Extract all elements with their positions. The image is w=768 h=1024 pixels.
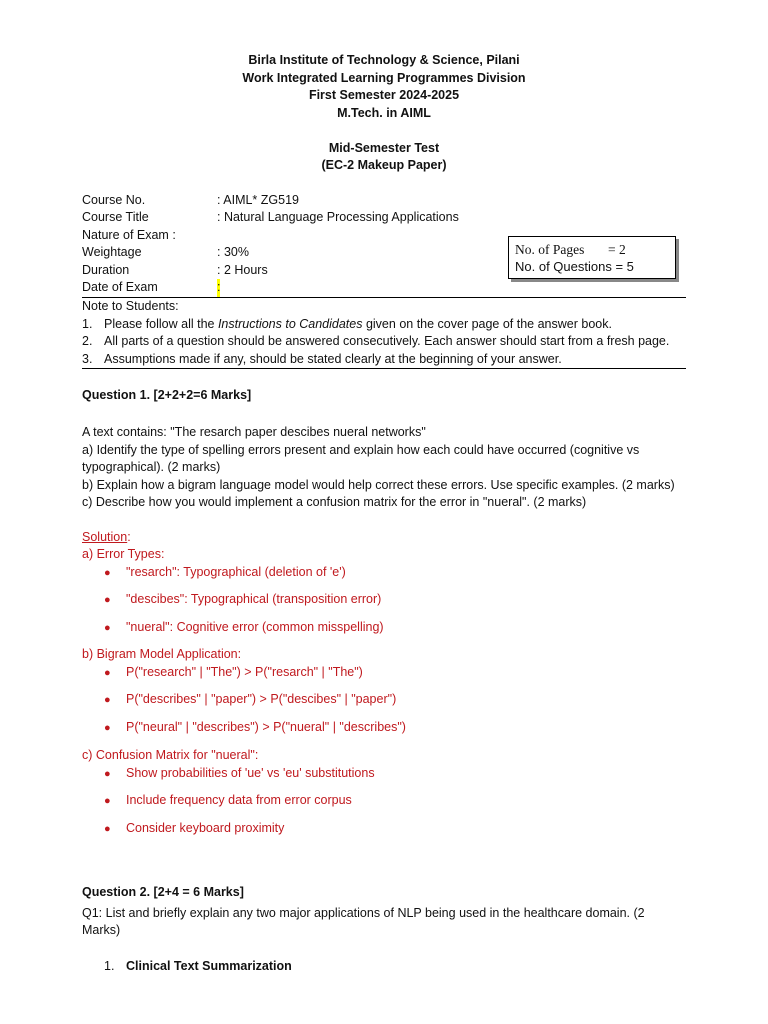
solution-a-item-1 [104, 564, 346, 583]
solution-a-item-3 [104, 619, 384, 638]
solution-b-item-3 [104, 719, 406, 738]
note-2 [82, 333, 669, 351]
solution-c-item-1-text: Show probabilities of 'ue' vs 'eu' substitutions [126, 766, 375, 780]
division-name: Work Integrated Learning Programmes Division [242, 71, 526, 85]
program: M.Tech. in AIML [337, 106, 431, 120]
duration-row [82, 262, 268, 280]
num-questions: No. of Questions = 5 [515, 259, 634, 274]
date-label: Date of Exam [82, 280, 158, 294]
question-1-line-5: c) Describe how you would implement a confusion matrix for the error in "nueral". (2 marks) [82, 495, 587, 509]
note-1 [82, 316, 612, 334]
solution-c-item-2-text: Include frequency data from error corpus [126, 793, 352, 807]
note-1-pre: Please follow all the [104, 317, 218, 331]
solution-c-item-3-text: Consider keyboard proximity [126, 821, 285, 835]
semester: First Semester 2024-2025 [308, 88, 460, 102]
question-2-item-1-number: 1. [104, 959, 115, 973]
question-2-item-1 [104, 958, 292, 976]
course-no-row [82, 192, 299, 210]
solution-b-title: b) Bigram Model Application: [82, 647, 242, 661]
solution-b-item-1-text: P("research" | "The") > P("resarch" | "The") [126, 665, 363, 679]
solution-colon: : [127, 530, 131, 544]
solution-b-item-2-text: P("describes" | "paper") > P("descibes" | "paper") [126, 692, 397, 706]
date-value: : [217, 279, 220, 297]
bullet-icon: ● [104, 722, 111, 734]
bullet-icon: ● [104, 694, 111, 706]
solution-b-item-3-text: P("neural" | "describes") > P("nueral" | "describes") [126, 720, 406, 734]
notes-title: Note to Students: [82, 299, 179, 313]
note-1-emphasis: Instructions to Candidates [217, 317, 363, 331]
note-1-number: 1. [82, 317, 93, 331]
solution-a-item-1-text: "resarch": Typographical (deletion of 'e') [126, 565, 346, 579]
bullet-icon: ● [104, 594, 111, 606]
question-1-title: Question 1. [2+2+2=6 Marks] [82, 388, 252, 402]
duration-value: : 2 Hours [217, 263, 268, 277]
solution-c-item-1 [104, 765, 375, 784]
institute-name: Birla Institute of Technology & Science, Pilani [248, 53, 520, 67]
bullet-icon: ● [104, 823, 111, 835]
course-no-value: : AIML* ZG519 [217, 193, 299, 207]
course-no-label: Course No. [82, 193, 146, 207]
question-1-line-4: b) Explain how a bigram language model would help correct these errors. Use specific examples. (2 marks) [82, 478, 675, 492]
pages-questions-box [508, 236, 676, 279]
bullet-icon: ● [104, 795, 111, 807]
solution-a-title: a) Error Types: [82, 547, 165, 561]
bullet-icon: ● [104, 622, 111, 634]
solution-a-item-3-text: "nueral": Cognitive error (common misspelling) [126, 620, 384, 634]
duration-label: Duration [82, 263, 130, 277]
nature-row [82, 227, 176, 245]
solution-b-item-1 [104, 664, 363, 683]
solution-label: Solution [82, 530, 128, 544]
nature-label: Nature of Exam : [82, 228, 176, 242]
solution-c-title: c) Confusion Matrix for "nueral": [82, 748, 259, 762]
note-1-post: given on the cover page of the answer book. [362, 317, 612, 331]
weightage-value: : 30% [217, 245, 249, 259]
note-2-text: All parts of a question should be answered consecutively. Each answer should start from a fresh page. [104, 334, 670, 348]
question-2-item-1-text: Clinical Text Summarization [126, 959, 292, 973]
bullet-icon: ● [104, 667, 111, 679]
solution-c-item-2 [104, 792, 352, 811]
course-title-row [82, 209, 459, 227]
note-3-number: 3. [82, 352, 93, 366]
bullet-icon: ● [104, 768, 111, 780]
date-row [82, 279, 220, 297]
question-2-title: Question 2. [2+4 = 6 Marks] [82, 885, 244, 899]
solution-a-item-2 [104, 591, 381, 610]
question-2-line-2: Marks) [82, 923, 121, 937]
solution-a-item-2-text: "descibes": Typographical (transposition error) [126, 592, 382, 606]
bullet-icon: ● [104, 567, 111, 579]
weightage-label: Weightage [82, 245, 142, 259]
solution-heading [82, 529, 692, 547]
course-title-label: Course Title [82, 210, 149, 224]
solution-c-item-3 [104, 820, 284, 839]
note-3-text: Assumptions made if any, should be stated clearly at the beginning of your answer. [104, 352, 562, 366]
weightage-row [82, 244, 249, 262]
paper-type: (EC-2 Makeup Paper) [321, 158, 447, 172]
num-pages: No. of Pages = 2 [515, 242, 626, 257]
question-2-line-1: Q1: List and briefly explain any two major applications of NLP being used in the healthcare domain. (2 [82, 906, 645, 920]
note-2-number: 2. [82, 334, 93, 348]
question-1-line-2: a) Identify the type of spelling errors present and explain how each could have occurred (cognitive vs [82, 443, 640, 457]
test-name: Mid-Semester Test [328, 141, 440, 155]
divider-bottom [82, 368, 686, 369]
course-title-value: : Natural Language Processing Applications [217, 210, 459, 224]
note-3 [82, 351, 562, 369]
question-1-line-1: A text contains: "The resarch paper descibes nueral networks" [82, 425, 426, 439]
question-1-line-3: typographical). (2 marks) [82, 460, 221, 474]
solution-b-item-2 [104, 691, 396, 710]
